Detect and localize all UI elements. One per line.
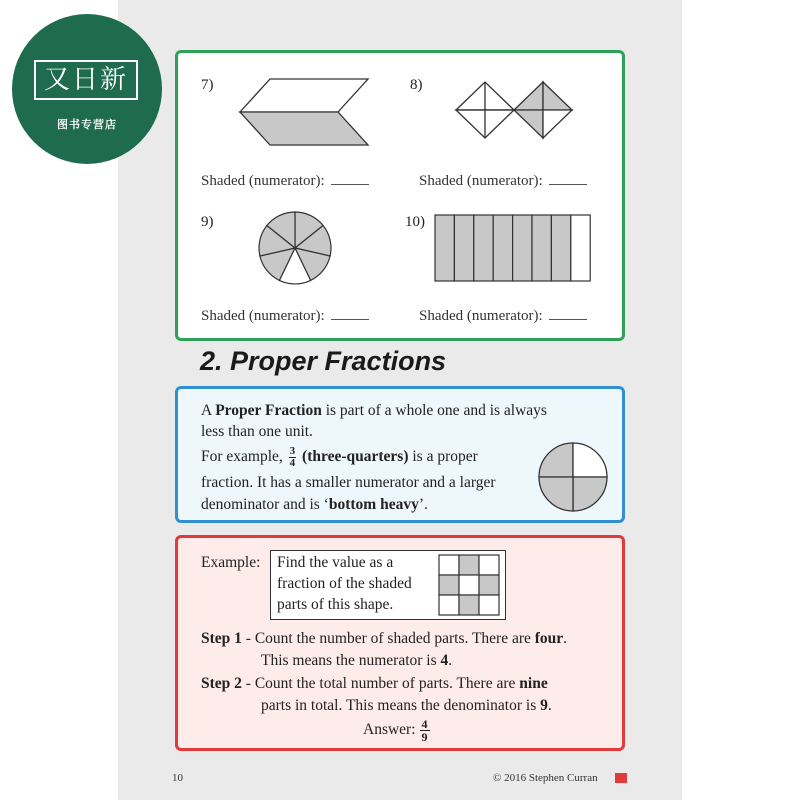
step-bold: 9 [540,697,548,714]
question-line-3: parts of this shape. [277,596,394,613]
logo-brand: 又日新 [34,60,138,100]
step-label: Step 1 [201,630,242,647]
exercise-10-shaded-label [419,307,587,325]
step-text: . [563,630,568,647]
question-line-2: fraction of the shaded [277,575,412,592]
answer-blank[interactable] [549,307,587,320]
def-text: denominator and is ‘ [201,496,329,513]
fraction-numerator: 3 [289,445,296,457]
three-quarters-fraction [289,446,297,469]
step-bold: four [534,630,564,647]
step-2-line-2 [261,695,552,716]
step-text: This means the numerator is [261,652,441,669]
step-text: - Count the number of shaded parts. There are [241,630,535,647]
step-2-line-1 [201,673,548,694]
logo-subtitle: 图书专营店 [57,118,117,131]
double-diamond-shape [454,80,604,142]
exercise-7-shaded-label [201,172,369,190]
striped-rectangle-shape [432,212,594,284]
definition-line-3 [201,446,478,469]
step-1-line-1 [201,628,567,649]
shaded-label-text: Shaded (numerator): [419,173,543,189]
publisher-mark-icon [615,773,627,783]
def-text: is a proper [408,448,478,466]
def-text: is part of a whole one and is always [321,402,547,419]
section-title: 2. Proper Fractions [200,346,447,376]
store-logo [12,14,162,164]
answer-line [363,718,430,743]
def-text: A [201,402,216,419]
def-text: ’. [418,496,428,513]
def-bold: bottom heavy [328,496,419,513]
grid-3x3-shape [437,553,501,617]
shaded-label-text: Shaded (numerator): [201,308,325,324]
copyright: © 2016 Stephen Curran [493,772,598,784]
exercise-7-number: 7) [201,77,214,93]
quarter-circle-shape [536,440,610,514]
step-text: . [547,697,552,714]
exercise-10-number: 10) [405,214,425,230]
definition-line-4: fraction. It has a smaller numerator and a larger [201,474,496,491]
answer-blank[interactable] [331,172,369,185]
def-bold: (three-quarters) [302,448,409,466]
shaded-label-text: Shaded (numerator): [419,308,543,324]
page-number: 10 [172,772,183,784]
question-line-1: Find the value as a [277,554,394,571]
chevron-parallelogram-shape [230,75,390,155]
step-bold: 4 [440,652,449,669]
def-text: For example, [201,448,287,466]
answer-fraction [420,718,430,743]
step-bold: nine [519,675,548,692]
step-text: parts in total. This means the denominator is [261,697,541,714]
exercise-8-shaded-label [419,172,587,190]
definition-line-1 [201,400,547,421]
right-margin [682,0,800,800]
step-text: . [448,652,453,669]
answer-blank[interactable] [331,307,369,320]
exercise-8-number: 8) [410,77,423,93]
answer-label: Answer: [363,721,416,739]
step-text: - Count the total number of parts. There are [241,675,520,692]
step-1-line-2 [261,650,452,671]
exercise-9-shaded-label [201,307,369,325]
sliced-circle-shape [250,208,340,288]
example-label: Example: [201,554,261,571]
exercise-9-number: 9) [201,214,214,230]
def-term: Proper Fraction [215,402,322,419]
shaded-label-text: Shaded (numerator): [201,173,325,189]
fraction-denominator: 9 [421,730,428,744]
definition-line-2: less than one unit. [201,423,313,440]
answer-blank[interactable] [549,172,587,185]
step-label: Step 2 [201,675,242,692]
fraction-numerator: 4 [421,717,428,731]
definition-line-5 [201,494,428,515]
fraction-denominator: 4 [289,457,296,469]
